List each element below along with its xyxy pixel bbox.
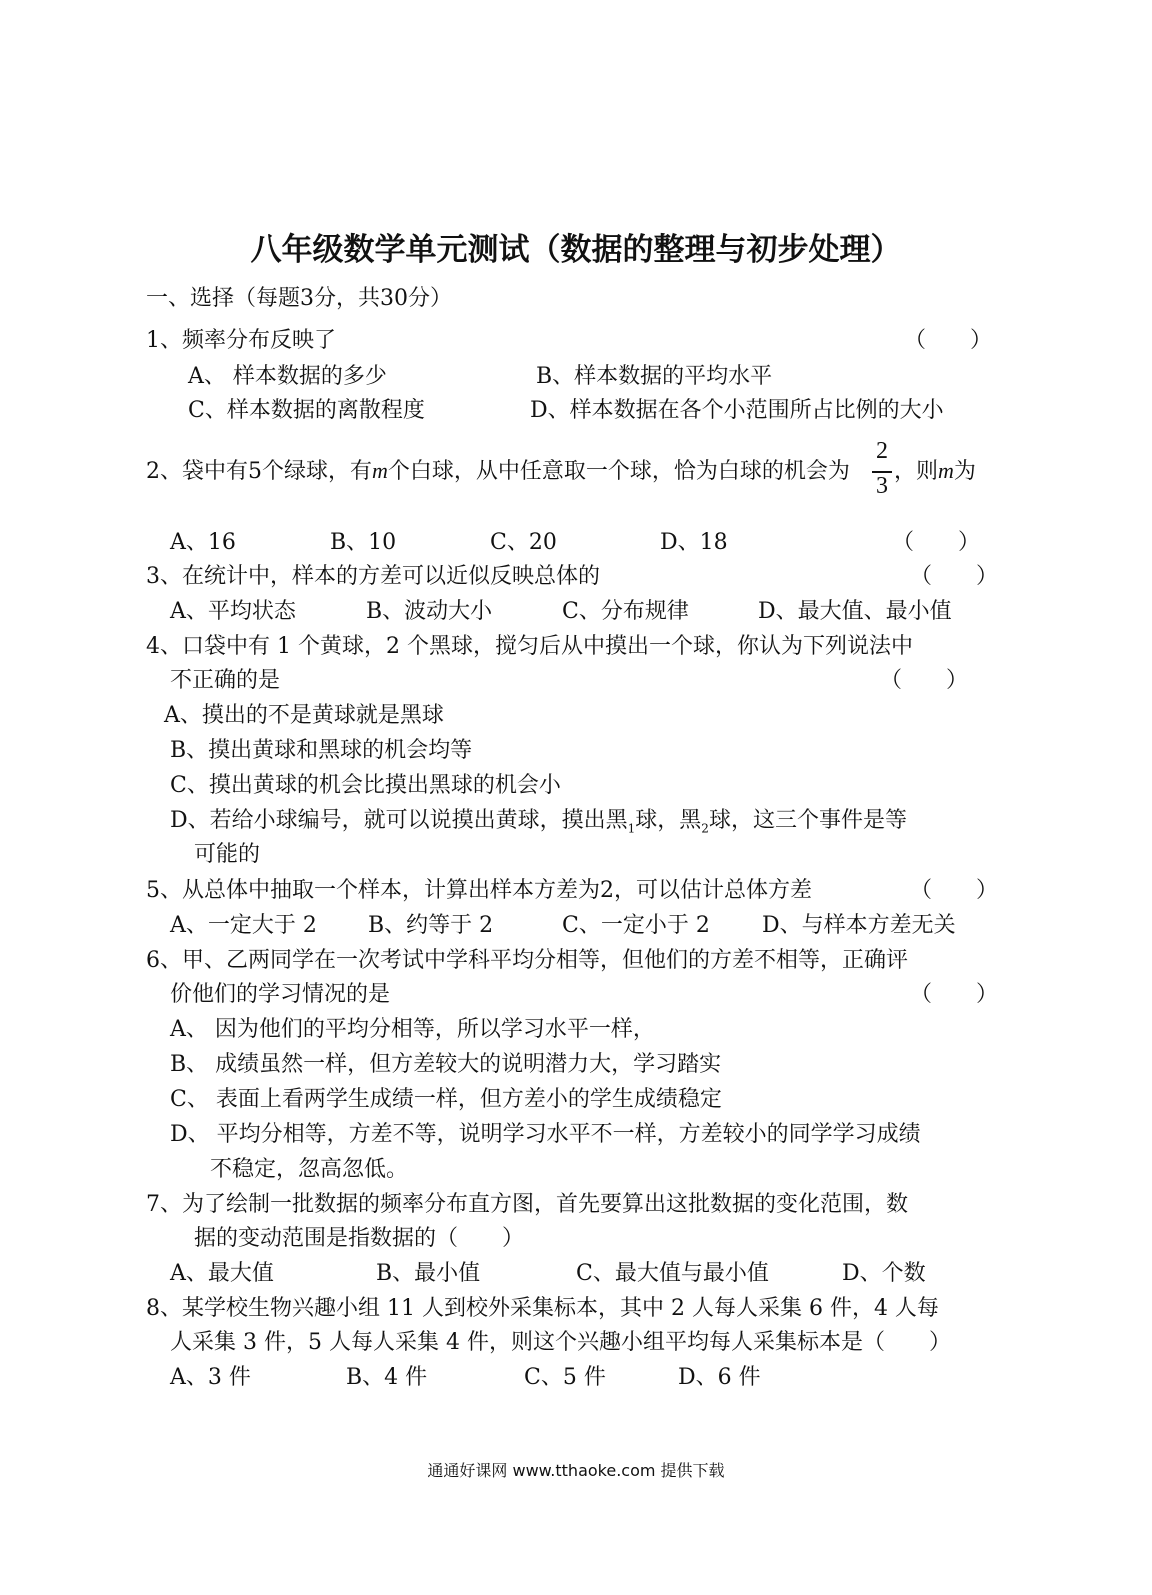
q2-option-c: C、20 xyxy=(490,530,557,555)
q4-option-d-line-2: 可能的 xyxy=(194,842,261,867)
question-7-line-2: 据的变动范围是指数据的（ ） xyxy=(194,1226,525,1251)
question-3: 3、在统计中，样本的方差可以近似反映总体的 xyxy=(146,564,600,589)
q7-option-c: C、最大值与最小值 xyxy=(576,1261,769,1286)
q3-option-c: C、分布规律 xyxy=(562,599,689,624)
footer-credit: 通通好课网 www.tthaoke.com 提供下载 xyxy=(427,1461,725,1480)
answer-blank-6: （ ） xyxy=(910,982,999,1007)
q6-option-b: B、 成绩虽然一样，但方差较大的说明潜力大，学习踏实 xyxy=(170,1052,722,1077)
q2-text-4: 为 xyxy=(953,459,976,484)
q3-option-a: A、平均状态 xyxy=(170,599,296,624)
answer-blank-3: （ ） xyxy=(910,564,999,589)
q8-option-a: A、3 件 xyxy=(170,1365,251,1390)
q6-option-c: C、 表面上看两学生成绩一样，但方差小的学生成绩稳定 xyxy=(170,1087,722,1112)
fraction-denominator: 3 xyxy=(876,473,888,499)
question-7: 7、为了绘制一批数据的频率分布直方图，首先要算出这批数据的变化范围，数 xyxy=(146,1192,908,1217)
q4-d-text-1: D、若给小球编号，就可以说摸出黄球，摸出黑 xyxy=(170,808,628,833)
page-title: 八年级数学单元测试（数据的整理与初步处理） xyxy=(250,232,902,268)
q2-text-3: ，则 xyxy=(894,459,939,484)
answer-blank-5: （ ） xyxy=(910,878,999,903)
q3-option-b: B、波动大小 xyxy=(366,599,493,624)
fraction-numerator: 2 xyxy=(876,438,888,464)
q6-option-d: D、 平均分相等，方差不等，说明学习水平不一样，方差较小的同学学习成绩 xyxy=(170,1122,921,1147)
answer-blank-2: （ ） xyxy=(892,530,981,555)
q2-text-2: 个白球，从中任意取一个球，恰为白球的机会为 xyxy=(387,459,850,484)
q4-option-d xyxy=(170,806,907,843)
q3-option-d: D、最大值、最小值 xyxy=(758,599,952,624)
q4-d-text-2: 球，黑 xyxy=(635,808,702,833)
question-2 xyxy=(146,456,850,487)
subscript-2: 2 xyxy=(701,821,709,836)
question-8-line-2: 人采集 3 件，5 人每人采集 4 件，则这个兴趣小组平均每人采集标本是（ ） xyxy=(170,1330,951,1355)
q6-option-d-line-2: 不稳定，忽高忽低。 xyxy=(210,1157,409,1182)
q2-option-b: B、10 xyxy=(330,530,397,555)
q2-text-1: 2、袋中有5个绿球，有 xyxy=(146,459,372,484)
q1-option-b: B、样本数据的平均水平 xyxy=(536,364,773,389)
subscript-1: 1 xyxy=(627,821,636,836)
answer-blank-4: （ ） xyxy=(880,668,969,693)
question-6-line-2: 价他们的学习情况的是 xyxy=(170,982,391,1007)
q5-option-a: A、一定大于 2 xyxy=(170,913,317,938)
question-4-line-2: 不正确的是 xyxy=(170,668,281,693)
answer-blank-1: （ ） xyxy=(904,328,993,353)
question-6: 6、甲、乙两同学在一次考试中学科平均分相等，但他们的方差不相等，正确评 xyxy=(146,948,908,973)
q7-option-b: B、最小值 xyxy=(376,1261,481,1286)
question-1: 1、频率分布反映了 xyxy=(146,328,336,353)
question-2-tail xyxy=(894,456,976,487)
q4-option-b: B、摸出黄球和黑球的机会均等 xyxy=(170,738,473,763)
q1-option-a: A、 样本数据的多少 xyxy=(188,364,387,389)
q8-option-d: D、6 件 xyxy=(678,1365,761,1390)
q5-option-b: B、约等于 2 xyxy=(368,913,494,938)
q6-option-a: A、 因为他们的平均分相等，所以学习水平一样， xyxy=(170,1017,655,1042)
q2-option-d: D、18 xyxy=(660,530,728,555)
q4-d-text-3: 球，这三个事件是等 xyxy=(708,808,907,833)
q4-option-c: C、摸出黄球的机会比摸出黑球的机会小 xyxy=(170,773,561,798)
q8-option-c: C、5 件 xyxy=(524,1365,606,1390)
q5-option-d: D、与样本方差无关 xyxy=(762,913,956,938)
q7-option-d: D、个数 xyxy=(842,1261,926,1286)
q1-option-c: C、样本数据的离散程度 xyxy=(188,398,425,423)
section-heading: 一、选择（每题3分，共30分） xyxy=(146,286,452,311)
q4-option-a: A、摸出的不是黄球就是黑球 xyxy=(164,703,444,728)
question-8: 8、某学校生物兴趣小组 11 人到校外采集标本，其中 2 人每人采集 6 件，4 人每 xyxy=(146,1296,939,1321)
question-5: 5、从总体中抽取一个样本，计算出样本方差为2，可以估计总体方差 xyxy=(146,878,812,903)
q1-option-d: D、样本数据在各个小范围所占比例的大小 xyxy=(530,398,944,423)
question-4: 4、口袋中有 1 个黄球，2 个黑球，搅匀后从中摸出一个球，你认为下列说法中 xyxy=(146,634,913,659)
q5-option-c: C、一定小于 2 xyxy=(562,913,710,938)
q2-option-a: A、16 xyxy=(170,530,236,555)
q7-option-a: A、最大值 xyxy=(170,1261,274,1286)
variable-m-2: m xyxy=(938,458,954,483)
q8-option-b: B、4 件 xyxy=(346,1365,428,1390)
variable-m: m xyxy=(372,458,388,483)
